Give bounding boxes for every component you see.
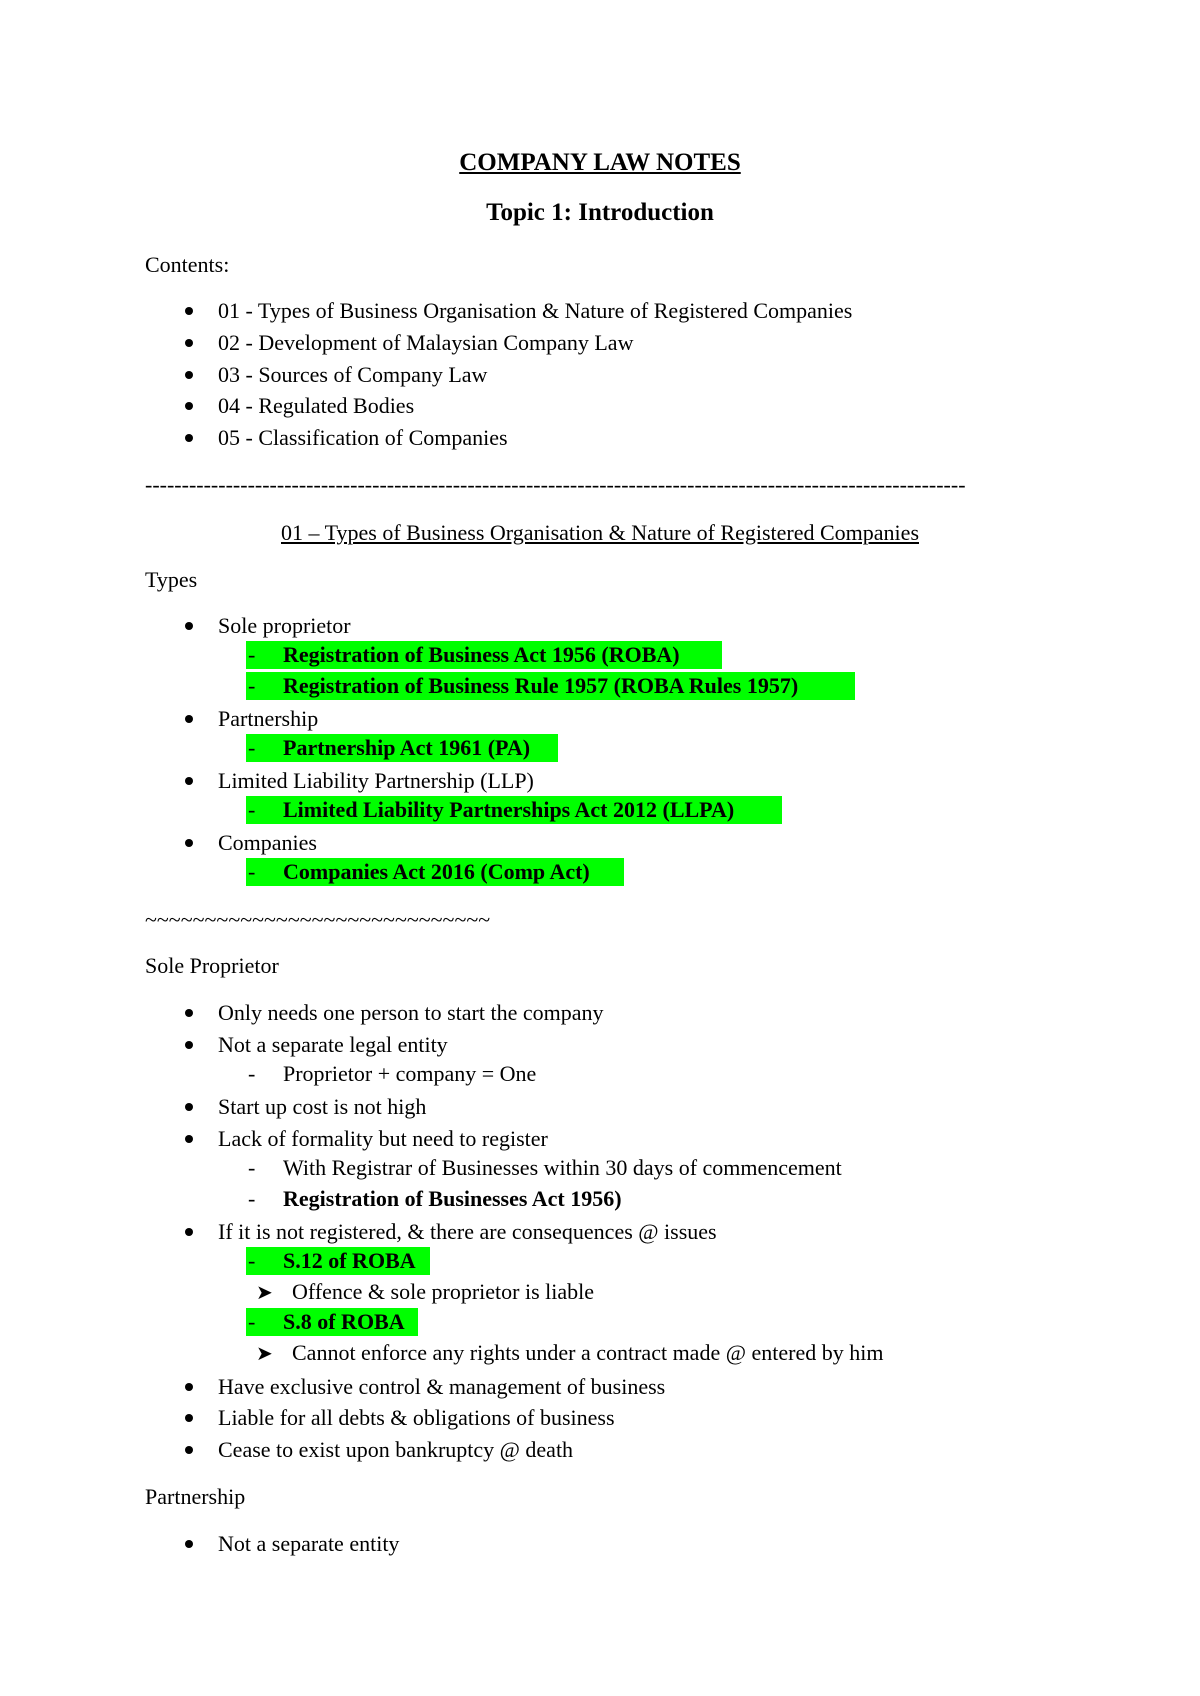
dash-marker: - — [248, 673, 256, 698]
bullet-icon — [185, 1383, 193, 1391]
bullet-icon — [185, 1103, 193, 1111]
section-divider: ---------------------------------------------------------------------------------------------------------------- — [145, 472, 966, 497]
dash-marker: - — [248, 1155, 256, 1180]
act-roba-rules: Registration of Business Rule 1957 (ROBA Rules 1957) — [283, 673, 799, 698]
sub-sub-item: Cannot enforce any rights under a contract made @ entered by him — [292, 1340, 884, 1365]
dash-marker: - — [248, 1186, 256, 1211]
tilde-separator: ~~~~~~~~~~~~~~~~~~~~~~~~~~~~~ — [145, 907, 491, 932]
list-item: Not a separate entity — [218, 1531, 400, 1556]
types-label: Types — [145, 567, 198, 592]
list-item: Have exclusive control & management of business — [218, 1374, 666, 1399]
contents-item: 02 - Development of Malaysian Company Law — [218, 330, 634, 355]
list-item: Only needs one person to start the company — [218, 1000, 604, 1025]
contents-item: 03 - Sources of Company Law — [218, 362, 488, 387]
bullet-icon — [185, 777, 193, 785]
sub-sub-item: Offence & sole proprietor is liable — [292, 1279, 594, 1304]
dash-marker: - — [248, 642, 256, 667]
contents-item: 05 - Classification of Companies — [218, 425, 508, 450]
act-pa: Partnership Act 1961 (PA) — [283, 735, 531, 760]
list-item: Lack of formality but need to register — [218, 1126, 548, 1151]
list-item: Liable for all debts & obligations of business — [218, 1405, 615, 1430]
dash-marker: - — [248, 735, 256, 760]
list-item: Not a separate legal entity — [218, 1032, 448, 1057]
bullet-icon — [185, 1414, 193, 1422]
arrow-bullet-icon: ➤ — [256, 1280, 273, 1304]
partnership-heading: Partnership — [145, 1484, 246, 1509]
type-llp: Limited Liability Partnership (LLP) — [218, 768, 534, 793]
bullet-icon — [185, 402, 193, 410]
sub-item: Proprietor + company = One — [283, 1061, 537, 1086]
bullet-icon — [185, 371, 193, 379]
bullet-icon — [185, 339, 193, 347]
act-comp: Companies Act 2016 (Comp Act) — [283, 859, 590, 884]
type-partnership: Partnership — [218, 706, 319, 731]
list-item: If it is not registered, & there are consequences @ issues — [218, 1219, 717, 1244]
bullet-icon — [185, 1135, 193, 1143]
bullet-icon — [185, 1446, 193, 1454]
dash-marker: - — [248, 1309, 256, 1334]
bullet-icon — [185, 1041, 193, 1049]
contents-item: 01 - Types of Business Organisation & Nature of Registered Companies — [218, 298, 853, 323]
arrow-bullet-icon: ➤ — [256, 1341, 273, 1365]
bullet-icon — [185, 715, 193, 723]
bullet-icon — [185, 1228, 193, 1236]
sole-proprietor-heading: Sole Proprietor — [145, 953, 279, 978]
sub-item: Registration of Businesses Act 1956) — [283, 1186, 622, 1211]
contents-item: 04 - Regulated Bodies — [218, 393, 415, 418]
bullet-icon — [185, 1009, 193, 1017]
bullet-icon — [185, 1540, 193, 1548]
bullet-icon — [185, 622, 193, 630]
topic-title: Topic 1: Introduction — [486, 199, 714, 226]
list-item: Cease to exist upon bankruptcy @ death — [218, 1437, 574, 1462]
act-roba: Registration of Business Act 1956 (ROBA) — [283, 642, 680, 667]
bullet-icon — [185, 839, 193, 847]
type-companies: Companies — [218, 830, 317, 855]
type-sole-proprietor: Sole proprietor — [218, 613, 351, 638]
list-item: Start up cost is not high — [218, 1094, 427, 1119]
document-title: COMPANY LAW NOTES — [459, 149, 741, 176]
bullet-icon — [185, 434, 193, 442]
sub-item: S.12 of ROBA — [283, 1248, 416, 1273]
contents-label: Contents: — [145, 252, 230, 277]
sub-item: S.8 of ROBA — [283, 1309, 405, 1334]
sub-item: With Registrar of Businesses within 30 days of commencement — [283, 1155, 842, 1180]
bullet-icon — [185, 307, 193, 315]
section-heading: 01 – Types of Business Organisation & Nature of Registered Companies — [281, 520, 919, 545]
dash-marker: - — [248, 859, 256, 884]
dash-marker: - — [248, 797, 256, 822]
act-llpa: Limited Liability Partnerships Act 2012 (LLPA) — [283, 797, 735, 822]
dash-marker: - — [248, 1061, 256, 1086]
dash-marker: - — [248, 1248, 256, 1273]
